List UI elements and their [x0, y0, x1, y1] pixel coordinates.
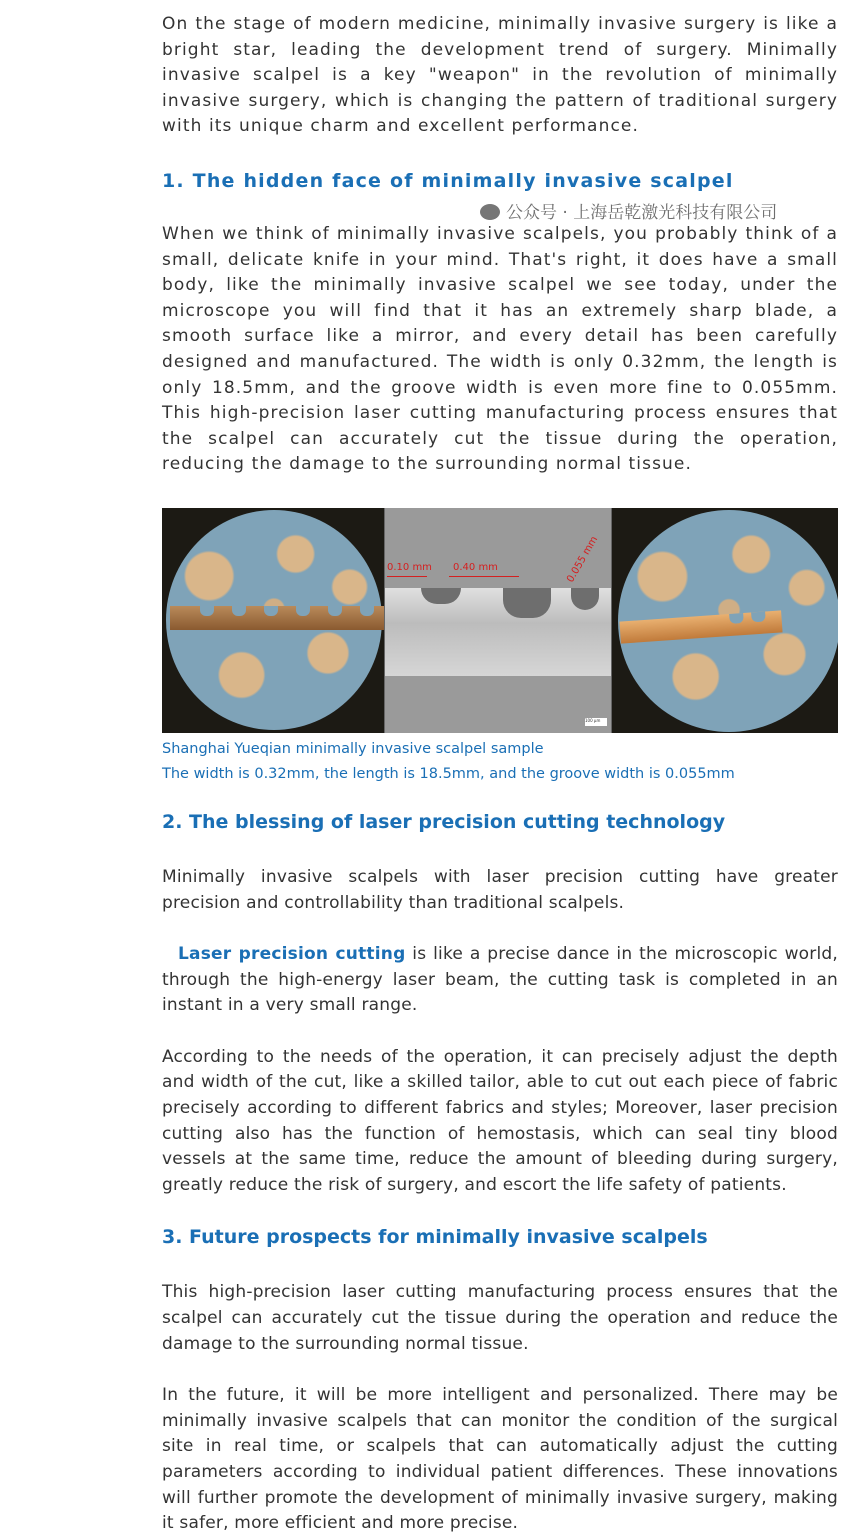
- caption-line-2: The width is 0.32mm, the length is 18.5mm, and the groove width is 0.055mm: [162, 765, 735, 782]
- microscope-view-center: [384, 508, 612, 733]
- section-3-heading: 3. Future prospects for minimally invasive scalpels: [162, 1226, 708, 1249]
- intro-paragraph: On the stage of modern medicine, minimally invasive surgery is like a bright star, leading the development trend of surgery. Minimally invasive scalpel is a key "weapon" in the revolution of minimally invasive surgery, which is changing the pattern of traditional surgery with its unique charm and excellent performance.: [162, 14, 838, 137]
- section-1-heading: 1. The hidden face of minimally invasive scalpel: [162, 169, 734, 192]
- article: [162, 12, 838, 1537]
- measure-label-2: 0.40 mm: [453, 561, 498, 573]
- microscope-view-left: [162, 508, 384, 733]
- caption-line-1: Shanghai Yueqian minimally invasive scalpel sample: [162, 740, 544, 757]
- microscope-view-right: [612, 508, 838, 733]
- measure-label-1: 0.10 mm: [387, 561, 432, 573]
- section-2-para-3: According to the needs of the operation, it can precisely adjust the depth and width of the cut, like a skilled tailor, able to cut out each piece of fabric precisely according to different fabrics and styles; Moreover, laser precision cutting also has the function of hemostasis, which can seal tiny blood vessels at the same time, reduce the amount of bleeding during surgery, greatly reduce the risk of surgery, and escort the life safety of patients.: [162, 1046, 838, 1195]
- figure-caption: [162, 737, 838, 787]
- scalpel-blade-left: [170, 606, 384, 630]
- scalpel-blade-center: [385, 588, 611, 676]
- section-2-heading: 2. The blessing of laser precision cutting technology: [162, 810, 726, 833]
- section-2-para-1: Minimally invasive scalpels with laser precision cutting have greater precision and controllability than traditional scalpels.: [162, 866, 838, 913]
- section-3-para-1: This high-precision laser cutting manufacturing process ensures that the scalpel can accurately cut the tissue during the operation and reduce the damage to the surrounding normal tissue.: [162, 1282, 838, 1354]
- measure-label-3: 0.055 mm: [565, 534, 601, 585]
- scalpel-sample-figure: 0.10 mm 0.40 mm 0.055 mm 100 μm 公众号 · 上海岳乾激光科技有限公司: [162, 508, 838, 733]
- section-1-body: When we think of minimally invasive scalpels, you probably think of a small, delicate knife in your mind. That's right, it does have a small body, like the minimally invasive scalpel we see today, under the microscope you will find that it has an extremely sharp blade, a smooth surface like a mirror, and every detail has been carefully designed and manufactured. The width is only 0.32mm, the length is only 18.5mm, and the groove width is even more fine to 0.055mm. This high-precision laser cutting manufacturing process ensures that the scalpel can accurately cut the tissue during the operation, reducing the damage to the surrounding normal tissue.: [162, 223, 838, 475]
- section-2-para-2: Laser precision cutting is like a precise dance in the microscopic world, through the high-energy laser beam, the cutting task is completed in an instant in a very small range.: [162, 944, 838, 1016]
- section-3-para-2: In the future, it will be more intelligent and personalized. There may be minimally invasive scalpels that can monitor the condition of the surgical site in real time, or scalpels that can automatically adjust the cutting parameters according to individual patient differences. These innovations will further promote the development of minimally invasive surgery, making it safer, more efficient and more precise.: [162, 1385, 838, 1534]
- scale-bar: 100 μm: [585, 718, 607, 726]
- laser-cutting-link[interactable]: Laser precision cutting: [178, 944, 406, 965]
